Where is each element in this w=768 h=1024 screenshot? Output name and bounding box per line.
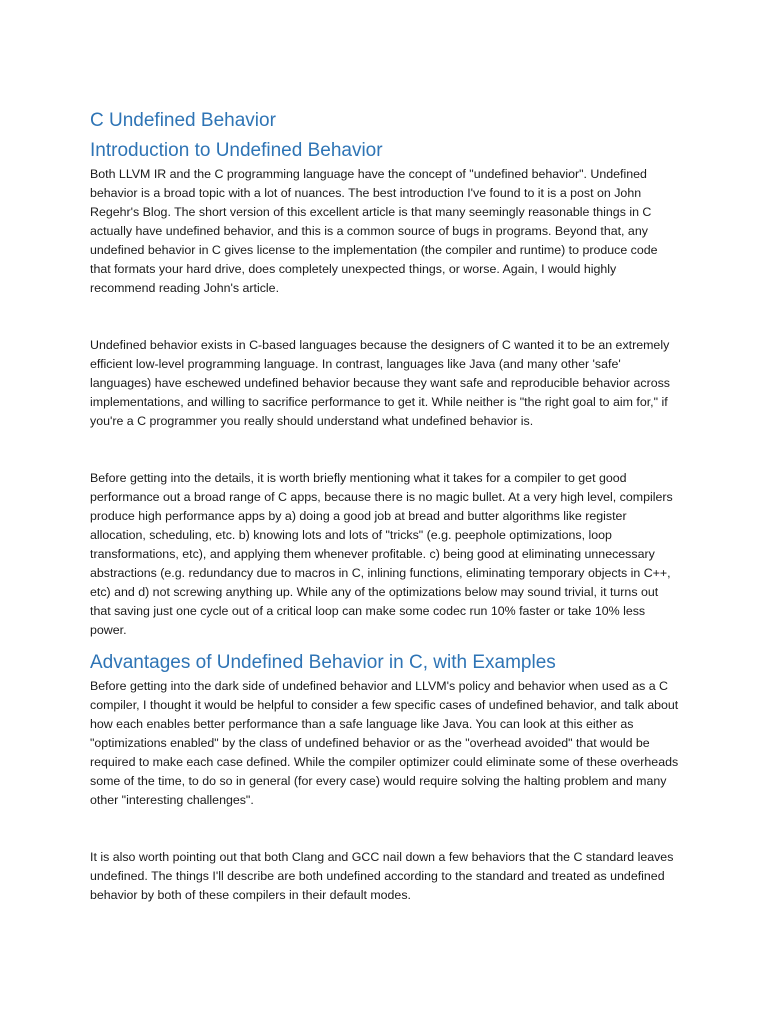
document-title: C Undefined Behavior <box>90 110 276 131</box>
paragraph-advantages-1: Before getting into the dark side of undefined behavior and LLVM's policy and behavior when used as a C compiler, I thought it would be helpful to consider a few specific cases of undefined behavior, and talk about how each enables better performance than a safe language like Java. You can look at this either as "optimizations enabled" by the class of undefined behavior or as the "overhead avoided" that would be required to make each case defined. While the compiler optimizer could eliminate some of these overheads some of the time, to do so in general (for every case) would require solving the halting problem and many other "interesting challenges". <box>90 679 679 807</box>
paragraph-intro-2: Undefined behavior exists in C-based languages because the designers of C wanted it to be an extremely efficient low-level programming language. In contrast, languages like Java (and many other 'safe' languages) have eschewed undefined behavior because they want safe and reproducible behavior across implementations, and willing to sacrifice performance to get it. While neither is "the right goal to aim for," if you're a C programmer you really should understand what undefined behavior is. <box>90 338 670 428</box>
paragraph-spacer <box>90 431 680 469</box>
section-spacer <box>90 640 680 650</box>
paragraph-advantages-2: It is also worth pointing out that both Clang and GCC nail down a few behaviors that the C standard leaves undefined. The things I'll describe are both undefined according to the standard and treated as undefined behavior by both of these compilers in their default modes. <box>90 850 674 902</box>
paragraph-spacer <box>90 810 680 848</box>
document-page <box>90 108 680 905</box>
paragraph-intro-3: Before getting into the details, it is worth briefly mentioning what it takes for a compiler to get good performance out a broad range of C apps, because there is no magic bullet. At a very high level, compilers produce high performance apps by a) doing a good job at bread and butter algorithms like register allocation, scheduling, etc. b) knowing lots and lots of "tricks" (e.g. peephole optimizations, loop transformations, etc), and applying them whenever profitable. c) being good at eliminating unnecessary abstractions (e.g. redundancy due to macros in C, inlining functions, eliminating temporary objects in C++, etc) and d) not screwing anything up. While any of the optimizations below may sound trivial, it turns out that saving just one cycle out of a critical loop can make some codec run 10% faster or take 10% less power. <box>90 471 673 637</box>
paragraph-intro-1: Both LLVM IR and the C programming language have the concept of "undefined behavior". Undefined behavior is a broad topic with a lot of nuances. The best introduction I've found to it is a post on John Regehr's Blog. The short version of this excellent article is that many seemingly reasonable things in C actually have undefined behavior, and this is a common source of bugs in programs. Beyond that, any undefined behavior in C gives license to the implementation (the compiler and runtime) to produce code that formats your hard drive, does completely unexpected things, or worse. Again, I would highly recommend reading John's article. <box>90 167 658 295</box>
section-heading-advantages: Advantages of Undefined Behavior in C, with Examples <box>90 652 556 673</box>
paragraph-spacer <box>90 298 680 336</box>
section-heading-introduction: Introduction to Undefined Behavior <box>90 140 383 161</box>
